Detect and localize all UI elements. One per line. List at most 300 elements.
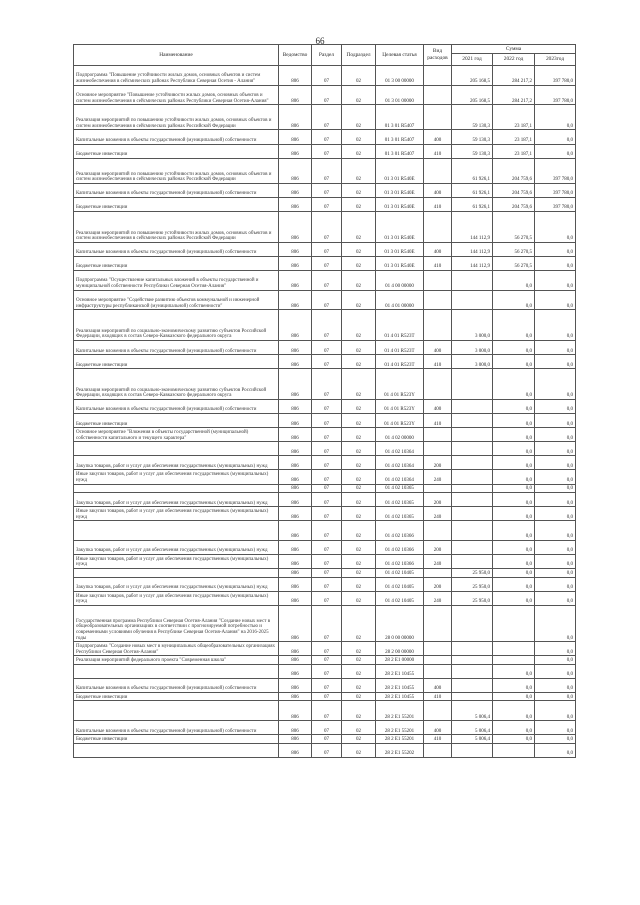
row-target: 28 2 E1 55202 — [376, 743, 424, 757]
row-section: 07 — [312, 414, 342, 428]
row-target: 01 4 02 10405 — [376, 591, 424, 605]
row-2022: 0,0 — [493, 369, 535, 400]
table-row — [74, 428, 576, 442]
row-2023: 397 780,0 — [535, 85, 576, 105]
row-exp-type — [424, 85, 452, 105]
page-number: 66 — [315, 36, 325, 46]
row-2022: 0,0 — [493, 456, 535, 470]
table-row — [74, 735, 576, 744]
row-2021: 61 926,1 — [452, 158, 493, 183]
table-row — [74, 554, 576, 568]
row-name: Иные закупки товаров, работ и услуг для обеспечения государственных (муниципальных) нужд — [74, 470, 279, 484]
row-exp-type — [424, 290, 452, 310]
row-target: 01 4 00 00000 — [376, 270, 424, 290]
row-name: Бюджетные инвестиции — [74, 692, 279, 701]
row-target: 28 0 00 00000 — [376, 605, 424, 641]
row-2023: 0,0 — [535, 577, 576, 591]
row-2021: 5 006,4 — [452, 721, 493, 735]
row-2021: 61 926,1 — [452, 197, 493, 211]
row-2021 — [452, 605, 493, 641]
row-name: Реализация мероприятий федерального проекта "Современная школа" — [74, 656, 279, 665]
row-target: 01 4 02 10365 — [376, 484, 424, 493]
table-row — [74, 144, 576, 158]
table-row — [74, 399, 576, 413]
row-dept: 806 — [279, 270, 312, 290]
row-2021: 144 112,9 — [452, 256, 493, 270]
row-exp-type: 240 — [424, 470, 452, 484]
row-2023: 0,0 — [535, 105, 576, 130]
row-2023: 0,0 — [535, 470, 576, 484]
row-dept: 806 — [279, 369, 312, 400]
row-section: 07 — [312, 721, 342, 735]
row-2021 — [452, 664, 493, 678]
row-2023: 0,0 — [535, 270, 576, 290]
row-2021 — [452, 414, 493, 428]
row-2022 — [493, 642, 535, 656]
row-2022: 0,0 — [493, 664, 535, 678]
row-2022 — [493, 656, 535, 665]
row-name: Реализация мероприятий по социально-экономическому развитию субъектов Российской Федерации, входящих в состав Северо-Кавказского федерального округа — [74, 369, 279, 400]
row-dept: 806 — [279, 701, 312, 721]
row-2022: 0,0 — [493, 701, 535, 721]
table-row — [74, 605, 576, 641]
header-2022: 2022 год — [493, 54, 535, 66]
budget-table — [73, 44, 576, 758]
row-target: 01 4 01 R523T — [376, 355, 424, 369]
row-2021 — [452, 493, 493, 507]
row-2021 — [452, 290, 493, 310]
row-2022: 0,0 — [493, 270, 535, 290]
row-target: 01 4 01 R523Y — [376, 414, 424, 428]
table-row — [74, 242, 576, 256]
row-dept: 806 — [279, 85, 312, 105]
row-subsection: 02 — [342, 369, 376, 400]
row-2021: 61 926,1 — [452, 183, 493, 197]
row-target: 01 4 02 10405 — [376, 569, 424, 578]
row-target: 01 3 01 R540E — [376, 212, 424, 243]
row-section: 07 — [312, 591, 342, 605]
row-dept: 806 — [279, 414, 312, 428]
table-row — [74, 569, 576, 578]
table-row — [74, 85, 576, 105]
row-name — [74, 701, 279, 721]
row-2023: 0,0 — [535, 735, 576, 744]
row-dept: 806 — [279, 569, 312, 578]
row-2023: 0,0 — [535, 355, 576, 369]
row-name: Подпрограмма "Осуществление капитальных вложений в объекты государственной и муниципальной собственности Республики Северная Осетия-Алания" — [74, 270, 279, 290]
row-2022: 23 187,1 — [493, 144, 535, 158]
row-exp-type: 410 — [424, 197, 452, 211]
row-dept: 806 — [279, 242, 312, 256]
row-dept: 806 — [279, 310, 312, 341]
row-section: 07 — [312, 484, 342, 493]
row-subsection: 02 — [342, 242, 376, 256]
row-exp-type — [424, 701, 452, 721]
row-name: Капитальные вложения в объекты государственной (муниципальной) собственности — [74, 678, 279, 692]
row-target: 01 3 01 R540E — [376, 158, 424, 183]
row-exp-type — [424, 642, 452, 656]
row-dept: 806 — [279, 521, 312, 541]
table-row — [74, 414, 576, 428]
row-2023: 0,0 — [535, 591, 576, 605]
row-subsection: 02 — [342, 66, 376, 86]
row-2022: 0,0 — [493, 442, 535, 456]
row-2021 — [452, 521, 493, 541]
row-subsection: 02 — [342, 540, 376, 554]
row-exp-type: 240 — [424, 554, 452, 568]
row-subsection: 02 — [342, 355, 376, 369]
row-exp-type — [424, 442, 452, 456]
row-section: 07 — [312, 642, 342, 656]
row-exp-type: 240 — [424, 507, 452, 521]
row-dept: 806 — [279, 105, 312, 130]
row-subsection: 02 — [342, 591, 376, 605]
row-2022: 0,0 — [493, 470, 535, 484]
header-dept: Ведомство — [279, 45, 312, 66]
row-2022: 0,0 — [493, 414, 535, 428]
row-2021: 59 130,3 — [452, 105, 493, 130]
row-section: 07 — [312, 290, 342, 310]
row-2021: 3 000,0 — [452, 310, 493, 341]
row-2023: 0,0 — [535, 414, 576, 428]
row-exp-type: 200 — [424, 493, 452, 507]
row-dept: 806 — [279, 656, 312, 665]
row-section: 07 — [312, 144, 342, 158]
table-row — [74, 456, 576, 470]
row-subsection: 02 — [342, 692, 376, 701]
row-2022: 56 270,5 — [493, 242, 535, 256]
row-name — [74, 569, 279, 578]
row-target: 01 3 01 R540E — [376, 256, 424, 270]
row-exp-type: 400 — [424, 678, 452, 692]
row-section: 07 — [312, 212, 342, 243]
row-2022: 204 759,6 — [493, 183, 535, 197]
row-2022: 0,0 — [493, 735, 535, 744]
row-name: Закупка товаров, работ и услуг для обеспечения государственных (муниципальных) нужд — [74, 577, 279, 591]
row-2021: 5 006,4 — [452, 701, 493, 721]
row-subsection: 02 — [342, 341, 376, 355]
row-name: Государственная программа Республики Северная Осетия-Алания "Создание новых мест в общеобразовательных организациях в соответствии с прогнозируемой потребностью и современными условиями обучения в Республике Северная Осетия-Алания" на 2016-2025 годы — [74, 605, 279, 641]
row-2023: 0,0 — [535, 212, 576, 243]
row-exp-type — [424, 605, 452, 641]
row-2023: 0,0 — [535, 290, 576, 310]
row-name: Основное мероприятие "Содействие развитию объектов коммунальной и инженерной инфраструктуры республиканской (муниципальной) собственности" — [74, 290, 279, 310]
row-exp-type: 240 — [424, 591, 452, 605]
row-dept: 806 — [279, 507, 312, 521]
row-2022: 56 270,5 — [493, 256, 535, 270]
row-dept: 806 — [279, 212, 312, 243]
row-exp-type — [424, 656, 452, 665]
row-exp-type — [424, 569, 452, 578]
row-target: 01 4 02 10366 — [376, 521, 424, 541]
row-dept: 806 — [279, 605, 312, 641]
row-section: 07 — [312, 270, 342, 290]
row-dept: 806 — [279, 678, 312, 692]
row-section: 07 — [312, 656, 342, 665]
table-row — [74, 507, 576, 521]
row-target: 01 4 01 R523T — [376, 341, 424, 355]
row-exp-type — [424, 743, 452, 757]
row-subsection: 02 — [342, 484, 376, 493]
row-subsection: 02 — [342, 701, 376, 721]
row-2022: 0,0 — [493, 577, 535, 591]
row-dept: 806 — [279, 66, 312, 86]
row-2021 — [452, 656, 493, 665]
row-2023: 0,0 — [535, 341, 576, 355]
row-2021: 25 950,0 — [452, 569, 493, 578]
row-dept: 806 — [279, 493, 312, 507]
row-section: 07 — [312, 183, 342, 197]
header-sum: Сумма — [452, 45, 576, 54]
row-subsection: 02 — [342, 144, 376, 158]
row-dept: 806 — [279, 721, 312, 735]
row-2023: 0,0 — [535, 130, 576, 144]
row-subsection: 02 — [342, 130, 376, 144]
row-section: 07 — [312, 569, 342, 578]
row-name: Бюджетные инвестиции — [74, 355, 279, 369]
row-target: 28 2 E1 55201 — [376, 721, 424, 735]
row-target: 01 3 01 R5407 — [376, 144, 424, 158]
row-target: 28 2 E1 00000 — [376, 656, 424, 665]
table-row — [74, 743, 576, 757]
row-exp-type — [424, 270, 452, 290]
row-2023: 397 780,0 — [535, 66, 576, 86]
table-row — [74, 701, 576, 721]
header-target: Целевая статья — [376, 45, 424, 66]
row-2022: 23 187,1 — [493, 105, 535, 130]
row-2023: 0,0 — [535, 428, 576, 442]
row-subsection: 02 — [342, 310, 376, 341]
row-section: 07 — [312, 678, 342, 692]
row-exp-type: 410 — [424, 256, 452, 270]
table-row — [74, 310, 576, 341]
row-2021 — [452, 692, 493, 701]
row-dept: 806 — [279, 256, 312, 270]
row-section: 07 — [312, 701, 342, 721]
row-subsection: 02 — [342, 197, 376, 211]
row-dept: 806 — [279, 554, 312, 568]
row-target: 01 4 01 R523Y — [376, 399, 424, 413]
row-section: 07 — [312, 399, 342, 413]
row-2022: 0,0 — [493, 569, 535, 578]
row-2022: 284 217,2 — [493, 66, 535, 86]
row-2022: 0,0 — [493, 355, 535, 369]
table-row — [74, 493, 576, 507]
row-name: Бюджетные инвестиции — [74, 144, 279, 158]
row-2023: 0,0 — [535, 310, 576, 341]
row-subsection: 02 — [342, 656, 376, 665]
row-target: 01 4 02 00000 — [376, 428, 424, 442]
row-2021 — [452, 507, 493, 521]
row-name: Реализация мероприятий по социально-экономическому развитию субъектов Российской Федерации, входящих в состав Северо-Кавказского федерального округа — [74, 310, 279, 341]
row-exp-type — [424, 310, 452, 341]
row-exp-type — [424, 66, 452, 86]
row-2022: 0,0 — [493, 310, 535, 341]
row-2021: 59 130,3 — [452, 144, 493, 158]
row-name: Закупка товаров, работ и услуг для обеспечения государственных (муниципальных) нужд — [74, 540, 279, 554]
header-section: Раздел — [312, 45, 342, 66]
row-2023: 0,0 — [535, 743, 576, 757]
row-subsection: 02 — [342, 507, 376, 521]
row-dept: 806 — [279, 470, 312, 484]
row-target: 01 3 01 R5407 — [376, 105, 424, 130]
row-2022: 0,0 — [493, 554, 535, 568]
row-target: 01 4 01 00000 — [376, 290, 424, 310]
row-target: 01 4 02 10365 — [376, 493, 424, 507]
row-2022: 0,0 — [493, 692, 535, 701]
table-body — [74, 66, 576, 758]
row-2023: 0,0 — [535, 721, 576, 735]
row-2021: 5 006,4 — [452, 735, 493, 744]
row-target: 01 3 01 R540E — [376, 183, 424, 197]
table-row — [74, 484, 576, 493]
row-2021: 205 168,5 — [452, 66, 493, 86]
row-subsection: 02 — [342, 399, 376, 413]
row-2022: 56 270,5 — [493, 212, 535, 243]
row-exp-type: 400 — [424, 183, 452, 197]
row-subsection: 02 — [342, 664, 376, 678]
row-target: 01 4 02 10364 — [376, 470, 424, 484]
row-section: 07 — [312, 493, 342, 507]
row-target: 28 2 E1 10455 — [376, 692, 424, 701]
row-subsection: 02 — [342, 414, 376, 428]
row-section: 07 — [312, 442, 342, 456]
table-row — [74, 721, 576, 735]
row-2021 — [452, 678, 493, 692]
row-section: 07 — [312, 743, 342, 757]
row-subsection: 02 — [342, 577, 376, 591]
table-row — [74, 664, 576, 678]
row-name — [74, 484, 279, 493]
row-exp-type: 400 — [424, 721, 452, 735]
row-dept: 806 — [279, 577, 312, 591]
header-name: Наименование — [74, 45, 279, 66]
row-target: 01 4 02 10364 — [376, 456, 424, 470]
row-section: 07 — [312, 507, 342, 521]
row-target: 01 4 02 10366 — [376, 554, 424, 568]
row-subsection: 02 — [342, 290, 376, 310]
row-name: Бюджетные инвестиции — [74, 256, 279, 270]
row-subsection: 02 — [342, 442, 376, 456]
row-exp-type: 200 — [424, 540, 452, 554]
row-2021: 144 112,9 — [452, 212, 493, 243]
row-name: Бюджетные инвестиции — [74, 197, 279, 211]
row-2022 — [493, 743, 535, 757]
row-2021 — [452, 470, 493, 484]
row-target: 01 4 01 R523T — [376, 310, 424, 341]
row-target: 28 2 00 00000 — [376, 642, 424, 656]
row-name: Подпрограмма "Создание новых мест в муниципальных общеобразовательных организациях Республики Северная Осетия-Алания" — [74, 642, 279, 656]
row-2021: 25 950,0 — [452, 591, 493, 605]
row-2021: 3 000,0 — [452, 355, 493, 369]
row-dept: 806 — [279, 664, 312, 678]
row-section: 07 — [312, 85, 342, 105]
row-subsection: 02 — [342, 493, 376, 507]
row-target: 01 4 02 10364 — [376, 442, 424, 456]
row-dept: 806 — [279, 428, 312, 442]
row-2023: 0,0 — [535, 554, 576, 568]
row-dept: 806 — [279, 692, 312, 701]
row-name: Основное мероприятие "Вложения в объекты государственной (муниципальной) собственности капитального и текущего характера" — [74, 428, 279, 442]
table-row — [74, 642, 576, 656]
row-2022: 0,0 — [493, 493, 535, 507]
row-2022: 0,0 — [493, 591, 535, 605]
row-section: 07 — [312, 428, 342, 442]
row-name: Подпрограмма "Повышение устойчивости жилых домов, основных объектов и систем жизнеобеспечения в сейсмических районах Республики Северная Осетия - Алания" — [74, 66, 279, 86]
row-name: Закупка товаров, работ и услуг для обеспечения государственных (муниципальных) нужд — [74, 493, 279, 507]
row-target: 01 3 01 R5407 — [376, 130, 424, 144]
row-subsection: 02 — [342, 183, 376, 197]
row-2023: 0,0 — [535, 678, 576, 692]
row-exp-type — [424, 369, 452, 400]
row-name: Капитальные вложения в объекты государственной (муниципальной) собственности — [74, 130, 279, 144]
table-row — [74, 66, 576, 86]
row-2023: 0,0 — [535, 144, 576, 158]
row-2022 — [493, 605, 535, 641]
row-subsection: 02 — [342, 256, 376, 270]
row-2021 — [452, 428, 493, 442]
row-2022: 204 759,6 — [493, 158, 535, 183]
row-2022: 0,0 — [493, 507, 535, 521]
row-dept: 806 — [279, 290, 312, 310]
row-target: 01 4 02 10405 — [376, 577, 424, 591]
row-section: 07 — [312, 242, 342, 256]
row-2022: 23 187,1 — [493, 130, 535, 144]
row-section: 07 — [312, 130, 342, 144]
table-row — [74, 442, 576, 456]
row-section: 07 — [312, 521, 342, 541]
row-subsection: 02 — [342, 743, 376, 757]
row-name — [74, 743, 279, 757]
header-2023: 2023год — [535, 54, 576, 66]
row-2023: 0,0 — [535, 369, 576, 400]
table-row — [74, 369, 576, 400]
row-name: Иные закупки товаров, работ и услуг для обеспечения государственных (муниципальных) нужд — [74, 507, 279, 521]
row-section: 07 — [312, 540, 342, 554]
row-section: 07 — [312, 664, 342, 678]
row-section: 07 — [312, 554, 342, 568]
row-dept: 806 — [279, 183, 312, 197]
row-subsection: 02 — [342, 569, 376, 578]
row-2021 — [452, 399, 493, 413]
row-name: Капитальные вложения в объекты государственной (муниципальной) собственности — [74, 242, 279, 256]
row-dept: 806 — [279, 158, 312, 183]
row-dept: 806 — [279, 399, 312, 413]
row-2021 — [452, 642, 493, 656]
row-2023: 0,0 — [535, 442, 576, 456]
row-2021 — [452, 743, 493, 757]
row-section: 07 — [312, 105, 342, 130]
table-row — [74, 656, 576, 665]
row-2021 — [452, 369, 493, 400]
header-subsection: Подраздел — [342, 45, 376, 66]
row-dept: 806 — [279, 591, 312, 605]
row-dept: 806 — [279, 341, 312, 355]
row-target: 01 3 01 R540E — [376, 197, 424, 211]
row-2023: 0,0 — [535, 484, 576, 493]
row-2021: 59 130,3 — [452, 130, 493, 144]
row-name: Закупка товаров, работ и услуг для обеспечения государственных (муниципальных) нужд — [74, 456, 279, 470]
row-2023: 0,0 — [535, 692, 576, 701]
row-name: Капитальные вложения в объекты государственной (муниципальной) собственности — [74, 183, 279, 197]
row-2022: 0,0 — [493, 721, 535, 735]
header-exp-type: Вид расходов — [424, 45, 452, 66]
row-section: 07 — [312, 735, 342, 744]
row-subsection: 02 — [342, 212, 376, 243]
table-row — [74, 692, 576, 701]
row-exp-type: 410 — [424, 144, 452, 158]
row-2021 — [452, 540, 493, 554]
